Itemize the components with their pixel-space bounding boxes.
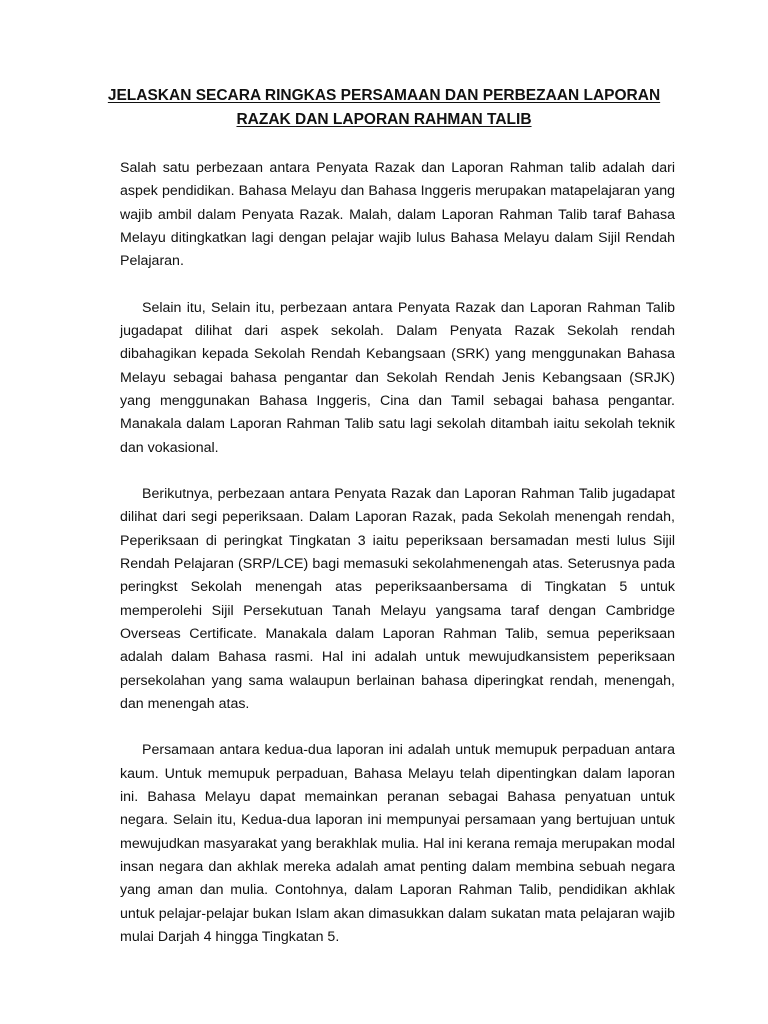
paragraph-4: Persamaan antara kedua-dua laporan ini adalah untuk memupuk perpaduan antara kaum. Untuk memupuk perpaduan, Bahasa Melayu telah dipentingkan dalam laporan ini. Bahasa Melayu dapat memainkan peranan sebagai Bahasa penyatuan untuk negara. Selain itu, Kedua-dua laporan ini mempunyai persamaan yang bertujuan untuk mewujudkan masyarakat yang berakhlak mulia. Hal ini kerana remaja merupakan modal insan negara dan akhlak mereka adalah amat penting dalam membina sebuah negara yang aman dan mulia. Contohnya, dalam Laporan Rahman Talib, pendidikan akhlak untuk pelajar-pelajar bukan Islam akan dimasukkan dalam sukatan mata pelajaran wajib mulai Darjah 4 hingga Tingkatan 5. <box>120 742 675 945</box>
title-line-1: JELASKAN SECARA RINGKAS PERSAMAAN DAN PERBEZAAN LAPORAN <box>107 87 661 104</box>
paragraph-1: Salah satu perbezaan antara Penyata Razak dan Laporan Rahman talib adalah dari aspek pendidikan. Bahasa Melayu dan Bahasa Inggeris merupakan matapelajaran yang wajib ambil dalam Penyata Razak. Malah, dalam Laporan Rahman Talib taraf Bahasa Melayu ditingkatkan lagi dengan pelajar wajib lulus Bahasa Melayu dalam Sijil Rendah Pelajaran. <box>120 160 675 270</box>
document-body <box>120 157 675 972</box>
title-line-2: RAZAK DAN LAPORAN RAHMAN TALIB <box>236 111 532 128</box>
paragraph-2: Selain itu, Selain itu, perbezaan antara Penyata Razak dan Laporan Rahman Talib jugadapat dilihat dari aspek sekolah. Dalam Penyata Razak Sekolah rendah dibahagikan kepada Sekolah Rendah Kebangsaan (SRK) yang menggunakan Bahasa Melayu sebagai bahasa pengantar dan Sekolah Rendah Jenis Kebangsaan (SRJK) yang menggunakan Bahasa Inggeris, Cina dan Tamil sebagai bahasa pengantar. Manakala dalam Laporan Rahman Talib satu lagi sekolah ditambah iaitu sekolah teknik dan vokasional. <box>120 299 675 456</box>
paragraph-3: Berikutnya, perbezaan antara Penyata Razak dan Laporan Rahman Talib jugadapat dilihat dari segi peperiksaan. Dalam Laporan Razak, pada Sekolah menengah rendah, Peperiksaan di peringkat Tingkatan 3 iaitu peperiksaan bersamadan mesti lulus Sijil Rendah Pelajaran (SRP/LCE) bagi memasuki sekolahmenengah atas. Seterusnya pada peringkst Sekolah menengah atas peperiksaanbersama di Tingkatan 5 untuk memperolehi Sijil Persekutuan Tanah Melayu yangsama taraf dengan Cambridge Overseas Certificate. Manakala dalam Laporan Rahman Talib, semua peperiksaan adalah dalam Bahasa rasmi. Hal ini adalah untuk mewujudkansistem peperiksaan persekolahan yang sama walaupun berlainan bahasa diperingkat rendah, menengah, dan menengah atas. <box>120 486 675 712</box>
document-title <box>90 84 678 132</box>
